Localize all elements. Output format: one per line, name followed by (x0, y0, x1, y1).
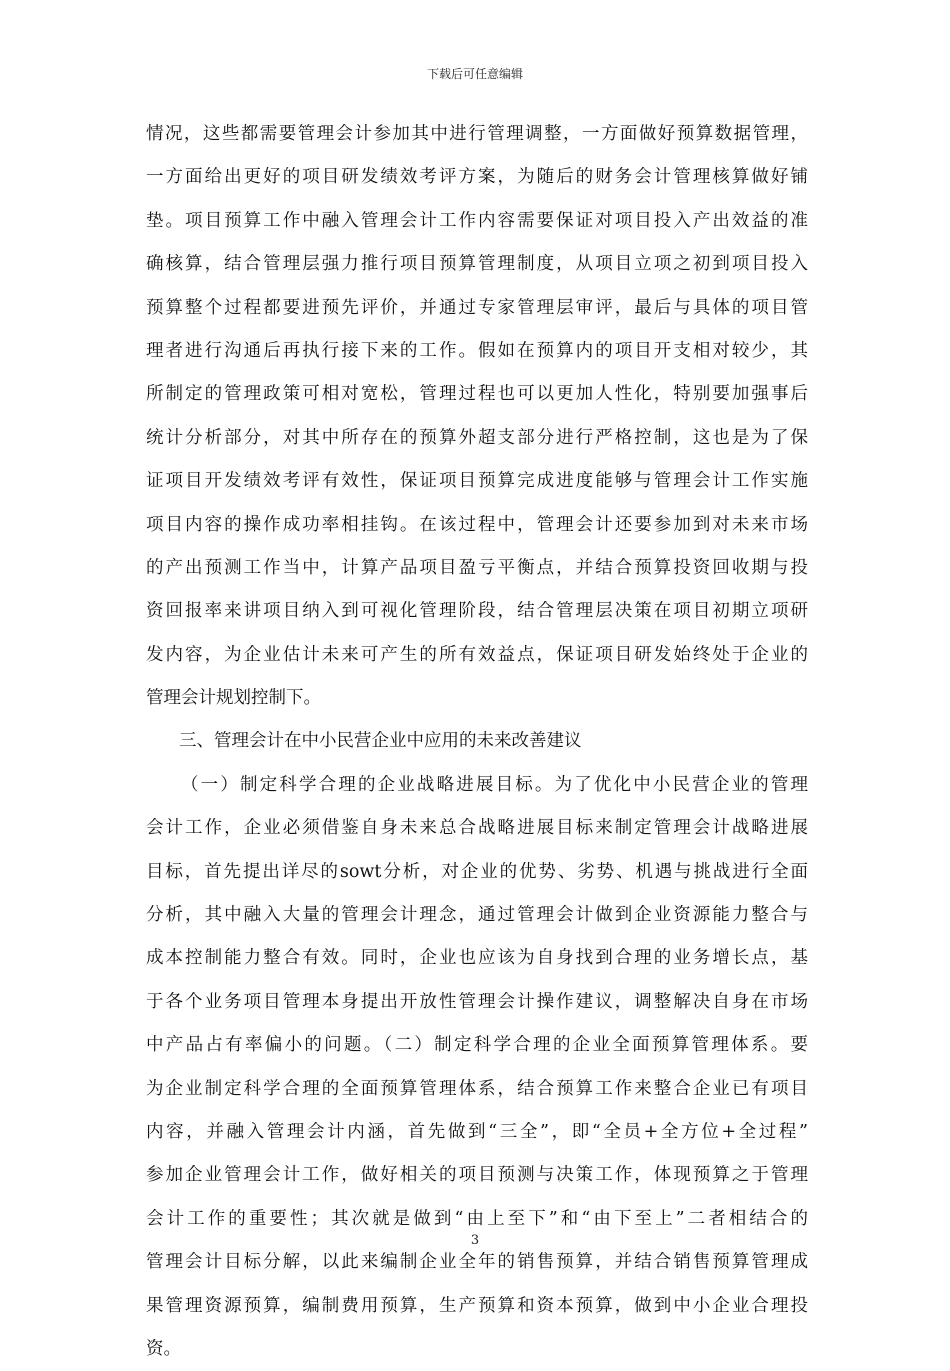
paragraph-line: 会计工作，企业必须借鉴自身未来总合战略进展目标来制定管理会计战略进展 (146, 818, 808, 839)
paragraph-line: 中产品占有率偏小的问题。（二）制定科学合理的企业全面预算管理体系。要 (146, 1035, 808, 1056)
paragraph-line: 情况，这些都需要管理会计参加其中进行管理调整，一方面做好预算数据管理， (146, 124, 808, 144)
paragraph-line: 内容，并融入管理会计内涵，首先做到“三全”，即“全员+全方位+全过程” (146, 1121, 808, 1142)
paragraph-line: 预算整个过程都要进预先评价，并通过专家管理层审评，最后与具体的项目管 (146, 297, 808, 318)
paragraph-line: 统计分析部分，对其中所存在的预算外超支部分进行严格控制，这也是为了保 (146, 427, 808, 448)
paragraph-line: 一方面给出更好的项目研发绩效考评方案，为随后的财务会计管理核算做好铺 (146, 167, 808, 188)
paragraph-line: 为企业制定科学合理的全面预算管理体系，结合预算工作来整合企业已有项目 (146, 1078, 808, 1099)
paragraph-line: 所制定的管理政策可相对宽松，管理过程也可以更加人性化，特别要加强事后 (146, 384, 808, 405)
paragraph-line: 资回报率来讲项目纳入到可视化管理阶段，结合管理层决策在项目初期立项研 (146, 601, 808, 622)
document-body (146, 113, 808, 1371)
paragraph-line: 于各个业务项目管理本身提出开放性管理会计操作建议，调整解决自身在市场 (146, 991, 808, 1012)
paragraph-line: 发内容，为企业估计未来可产生的所有效益点，保证项目研发始终处于企业的 (146, 644, 808, 665)
paragraph-line: 的产出预测工作当中，计算产品项目盈亏平衡点，并结合预算投资回收期与投 (146, 557, 808, 578)
paragraph-line: 成本控制能力整合有效。同时，企业也应该为自身找到合理的业务增长点，基 (146, 948, 808, 969)
paragraph-line: 理者进行沟通后再执行接下来的工作。假如在预算内的项目开支相对较少，其 (146, 340, 808, 361)
paragraph-line: 管理会计规划控制下。 (146, 688, 321, 709)
page-header: 下载后可任意编辑 (426, 67, 523, 81)
section-heading: 三、管理会计在中小民营企业中应用的未来改善建议 (179, 731, 582, 752)
paragraph-line: 证项目开发绩效考评有效性，保证项目预算完成进度能够与管理会计工作实施 (146, 471, 808, 492)
paragraph-line: 参加企业管理会计工作，做好相关的项目预测与决策工作，体现预算之于管理 (146, 1165, 808, 1186)
paragraph-line: 目标，首先提出详尽的sowt分析，对企业的优势、劣势、机遇与挑战进行全面 (146, 861, 808, 882)
page-number: 3 (470, 1233, 480, 1248)
paragraph-line: （一）制定科学合理的企业战略进展目标。为了优化中小民营企业的管理 (181, 774, 808, 795)
paragraph-line: 垫。项目预算工作中融入管理会计工作内容需要保证对项目投入产出效益的准 (146, 210, 808, 231)
paragraph-line: 项目内容的操作成功率相挂钩。在该过程中，管理会计还要参加到对未来市场 (146, 514, 808, 535)
paragraph-line: 确核算，结合管理层强力推行项目预算管理制度，从项目立项之初到项目投入 (146, 254, 808, 275)
paragraph-line: 会计工作的重要性；其次就是做到“由上至下”和“由下至上”二者相结合的 (146, 1208, 808, 1229)
paragraph-line: 管理会计目标分解，以此来编制企业全年的销售预算，并结合销售预算管理成 (146, 1252, 808, 1273)
paragraph-line: 果管理资源预算，编制费用预算，生产预算和资本预算，做到中小企业合理投 (146, 1295, 808, 1316)
paragraph-line: 分析，其中融入大量的管理会计理念，通过管理会计做到企业资源能力整合与 (146, 905, 808, 926)
paragraph-line: 资。 (146, 1338, 181, 1359)
